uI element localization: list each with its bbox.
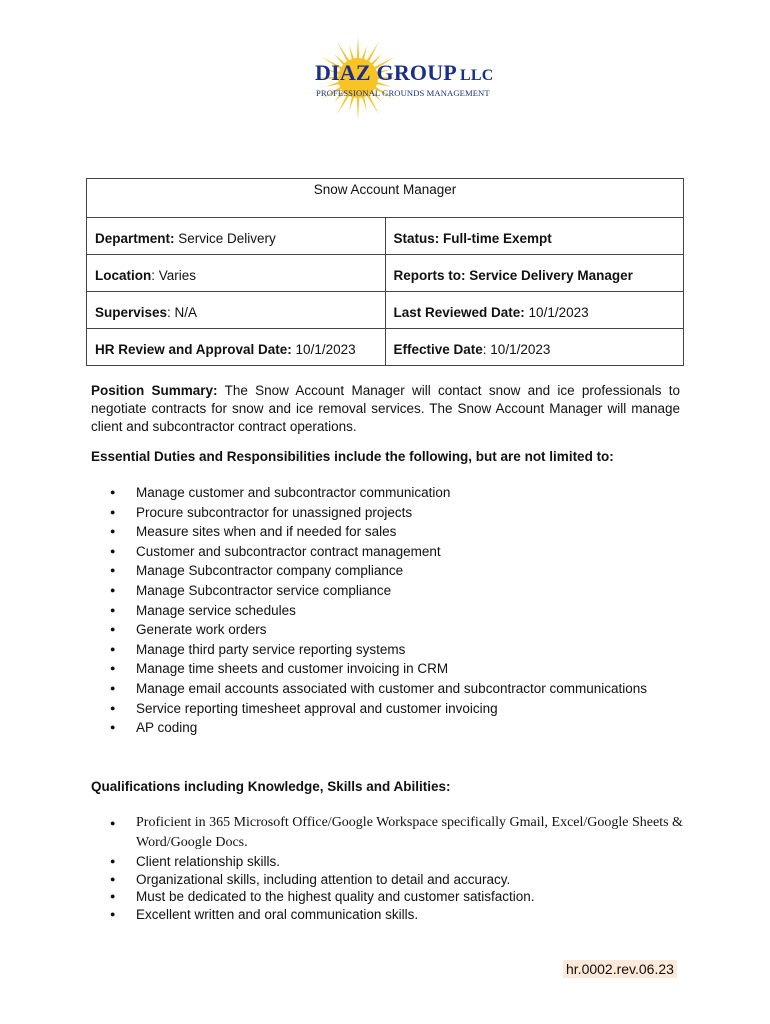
list-item: ● Must be dedicated to the highest quality and customer satisfaction. (110, 888, 690, 906)
list-item: ● Measure sites when and if needed for sales (110, 522, 690, 542)
position-summary: Position Summary: The Snow Account Manager will contact snow and ice professionals to negotiate contracts for snow and ice removal services. The Snow Account Manager will manage client and subcontractor contract operations. (91, 383, 680, 434)
list-item: ● Manage third party service reporting systems (110, 640, 690, 660)
list-item: ● Manage Subcontractor company compliance (110, 561, 690, 581)
supervises-cell: Supervises: N/A (87, 292, 386, 329)
list-item: ● AP coding (110, 718, 690, 738)
list-item: ● Manage time sheets and customer invoicing in CRM (110, 659, 690, 679)
list-item: ● Customer and subcontractor contract management (110, 542, 690, 562)
qualifications-heading: Qualifications including Knowledge, Skills and Abilities: (91, 779, 451, 794)
list-item: ● Manage Subcontractor service compliance (110, 581, 690, 601)
list-item: ● Manage customer and subcontractor communication (110, 483, 690, 503)
duties-heading: Essential Duties and Responsibilities include the following, but are not limited to: (91, 449, 614, 464)
list-item: ● Procure subcontractor for unassigned projects (110, 503, 690, 523)
last-reviewed-cell: Last Reviewed Date: 10/1/2023 (385, 292, 684, 329)
list-item: ● Manage email accounts associated with customer and subcontractor communications (110, 679, 690, 699)
table-row (87, 218, 684, 255)
logo-tagline: PROFESSIONAL GROUNDS MANAGEMENT (316, 88, 490, 98)
table-row (87, 292, 684, 329)
table-row (87, 255, 684, 292)
document-revision-code: hr.0002.rev.06.23 (563, 960, 677, 978)
list-item: ● Organizational skills, including attention to detail and accuracy. (110, 871, 690, 889)
status-cell: Status: Full-time Exempt (385, 218, 684, 255)
hr-review-cell: HR Review and Approval Date: 10/1/2023 (87, 329, 386, 366)
effective-date-cell: Effective Date: 10/1/2023 (385, 329, 684, 366)
duties-list (110, 483, 690, 738)
list-item: ● Client relationship skills. (110, 853, 690, 871)
qualifications-list (110, 813, 690, 923)
list-item: ● Service reporting timesheet approval and customer invoicing (110, 699, 690, 719)
job-info-table (86, 178, 684, 366)
sun-ray (357, 38, 360, 60)
logo-wordmark: DIAZ GROUP LLC (315, 60, 494, 85)
company-logo (298, 38, 494, 124)
list-item: ● Excellent written and oral communication skills. (110, 906, 690, 924)
list-item: ● Manage service schedules (110, 601, 690, 621)
job-title: Snow Account Manager (87, 179, 684, 218)
location-cell: Location: Varies (87, 255, 386, 292)
sun-ray (357, 96, 360, 120)
department-cell: Department: Service Delivery (87, 218, 386, 255)
list-item: ● Proficient in 365 Microsoft Office/Google Workspace specifically Gmail, Excel/Google Sheets & Word/Google Docs. (110, 813, 690, 853)
table-row (87, 329, 684, 366)
reports-to-cell: Reports to: Service Delivery Manager (385, 255, 684, 292)
list-item: ● Generate work orders (110, 620, 690, 640)
